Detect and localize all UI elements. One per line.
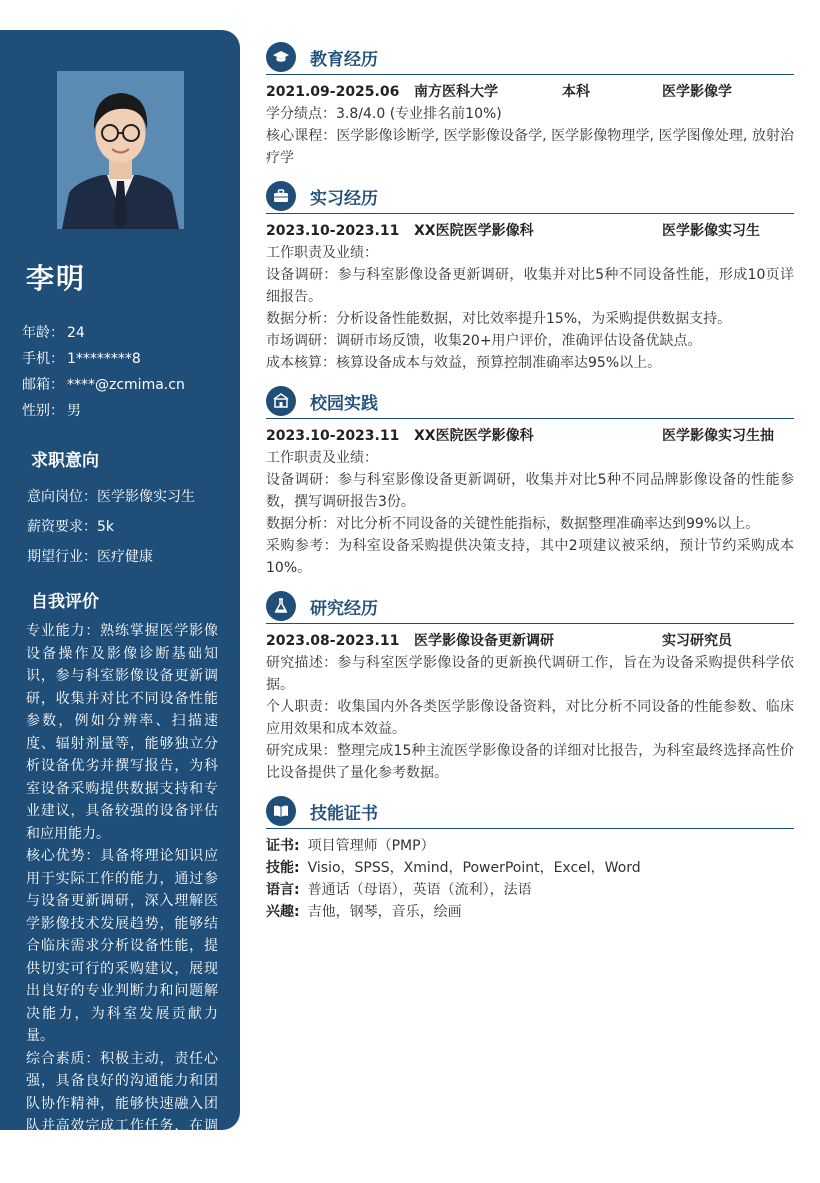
book-icon — [266, 796, 296, 826]
intent-title: 求职意向 — [31, 451, 99, 471]
period: 2023.10-2023.11 — [266, 428, 400, 444]
major: 医学影像学 — [662, 84, 732, 100]
detail-line: 成本核算：核算设备成本与效益，预算控制准确率达95%以上。 — [266, 355, 662, 371]
internship-meta — [266, 220, 794, 242]
period: 2023.08-2023.11 — [266, 633, 400, 649]
profile-photo — [57, 71, 184, 229]
skill-value: 项目管理师（PMP） — [307, 838, 435, 854]
detail-line: 数据分析：分析设备性能数据，对比效率提升15%，为采购提供数据支持。 — [266, 311, 732, 327]
section-header — [266, 386, 794, 419]
skill-value: 吉他，钢琴，音乐，绘画 — [307, 904, 462, 920]
degree: 本科 — [562, 84, 590, 100]
skill-label: 证书: — [266, 838, 300, 854]
organization: XX医院医学影像科 — [414, 223, 534, 239]
detail-line: 工作职责及业绩： — [266, 450, 378, 466]
detail-line: 研究描述：参与科室医学影像设备的更新换代调研工作，旨在为设备采购提供科学依据。 — [266, 655, 794, 693]
role: 医学影像实习生 — [662, 223, 760, 239]
flask-icon — [266, 591, 296, 621]
section-header — [266, 181, 794, 214]
personal-info — [22, 320, 185, 424]
main-content — [266, 42, 794, 935]
section-header — [266, 796, 794, 829]
period: 2023.10-2023.11 — [266, 223, 400, 239]
detail-line: 研究成果：整理完成15种主流医学影像设备的详细对比报告，为科室最终选择高性价比设备提供了量化参考数据。 — [266, 743, 794, 781]
research-meta — [266, 630, 794, 652]
info-label: 手机： — [22, 351, 64, 367]
organization: XX医院医学影像科 — [414, 428, 534, 444]
info-value: 1********8 — [67, 351, 141, 367]
section-header — [266, 591, 794, 624]
info-label: 邮箱： — [22, 377, 64, 393]
intent-row — [27, 482, 195, 512]
profile-name: 李明 — [26, 262, 87, 295]
skill-label: 语言: — [266, 882, 300, 898]
detail-line: 学分绩点：3.8/4.0 (专业排名前10%) — [266, 106, 502, 122]
info-row-gender — [22, 398, 185, 424]
skills-section — [266, 796, 794, 923]
section-title: 实习经历 — [310, 188, 378, 209]
info-label: 性别： — [22, 403, 64, 419]
self-eval-paragraph: 综合素质：积极主动，责任心强，具备良好的沟通能力和团队协作精神，能够快速融入团队并高效完成工作任务，在调研过程中，与同事、供应商保持良好沟通。 — [26, 1050, 218, 1179]
section-title: 研究经历 — [310, 598, 378, 619]
education-meta — [266, 81, 794, 103]
intent-label: 期望行业： — [27, 549, 97, 565]
detail-line: 设备调研：参与科室影像设备更新调研，收集并对比5种不同设备性能，形成10页详细报告。 — [266, 267, 794, 305]
section-title: 校园实践 — [310, 393, 378, 414]
section-title: 教育经历 — [310, 49, 378, 70]
intent-value: 医学影像实习生 — [97, 489, 195, 505]
campus-section — [266, 386, 794, 579]
detail-line: 市场调研：调研市场反馈，收集20+用户评价，准确评估设备优缺点。 — [266, 333, 702, 349]
self-eval-paragraph: 核心优势：具备将理论知识应用于实际工作的能力，通过参与设备更新调研，深入理解医学影像技术发展趋势，能够结合临床需求分析设备性能，提供切实可行的采购建议，展现出良好的专业判断力和问题解决能力，为科室发展贡献力量。 — [26, 848, 218, 1044]
intent-label: 意向岗位： — [27, 489, 97, 505]
self-evaluation — [26, 620, 218, 1183]
info-label: 年龄： — [22, 325, 64, 341]
job-intent — [27, 482, 195, 572]
section-title: 技能证书 — [310, 803, 378, 824]
briefcase-icon — [266, 181, 296, 211]
info-value: 24 — [67, 325, 85, 341]
detail-line: 核心课程：医学影像诊断学, 医学影像设备学, 医学影像物理学, 医学图像处理, 放射治疗学 — [266, 128, 794, 166]
info-row-email — [22, 372, 185, 398]
research-section — [266, 591, 794, 784]
role: 医学影像实习生抽 — [662, 428, 774, 444]
intent-label: 薪资要求： — [27, 519, 97, 535]
info-row-phone — [22, 346, 185, 372]
skill-value: Visio，SPSS，Xmind，PowerPoint，Excel，Word — [307, 860, 641, 876]
internship-section — [266, 181, 794, 374]
school: 南方医科大学 — [414, 84, 498, 100]
detail-line: 工作职责及业绩： — [266, 245, 378, 261]
period: 2021.09-2025.06 — [266, 84, 400, 100]
info-value: ****@zcmima.cn — [67, 377, 185, 393]
skill-row — [266, 857, 794, 879]
project: 医学影像设备更新调研 — [414, 633, 554, 649]
intent-row — [27, 542, 195, 572]
sidebar — [0, 30, 240, 1179]
intent-value: 医疗健康 — [97, 549, 153, 565]
self-eval-paragraph: 专业能力：熟练掌握医学影像设备操作及影像诊断基础知识，参与科室影像设备更新调研，收集并对比不同设备性能参数，例如分辨率、扫描速度、辐射剂量等，能够独立分析设备优劣并撰写报告，为科室设备采购提供数据支持和专业建议，具备较强的设备评估和应用能力。 — [26, 623, 218, 842]
section-header — [266, 42, 794, 75]
info-value: 男 — [67, 403, 81, 419]
intent-value: 5k — [97, 519, 115, 535]
detail-line: 数据分析：对比分析不同设备的关键性能指标，数据整理准确率达到99%以上。 — [266, 516, 760, 532]
self-eval-title: 自我评价 — [31, 592, 99, 612]
building-icon — [266, 386, 296, 416]
info-row-age — [22, 320, 185, 346]
role: 实习研究员 — [662, 633, 732, 649]
education-section — [266, 42, 794, 169]
detail-line: 个人职责：收集国内外各类医学影像设备资料，对比分析不同设备的性能参数、临床应用效果和成本效益。 — [266, 699, 794, 737]
graduation-cap-icon — [266, 42, 296, 72]
skill-row — [266, 879, 794, 901]
campus-meta — [266, 425, 794, 447]
skill-label: 技能: — [266, 860, 300, 876]
skill-row — [266, 901, 794, 923]
skill-value: 普通话（母语），英语（流利），法语 — [307, 882, 532, 898]
intent-row — [27, 512, 195, 542]
detail-line: 采购参考：为科室设备采购提供决策支持，其中2项建议被采纳，预计节约采购成本10%。 — [266, 538, 794, 576]
skill-row — [266, 835, 794, 857]
detail-line: 设备调研：参与科室影像设备更新调研，收集并对比5种不同品牌影像设备的性能参数，撰写调研报告3份。 — [266, 472, 794, 510]
skill-label: 兴趣: — [266, 904, 300, 920]
